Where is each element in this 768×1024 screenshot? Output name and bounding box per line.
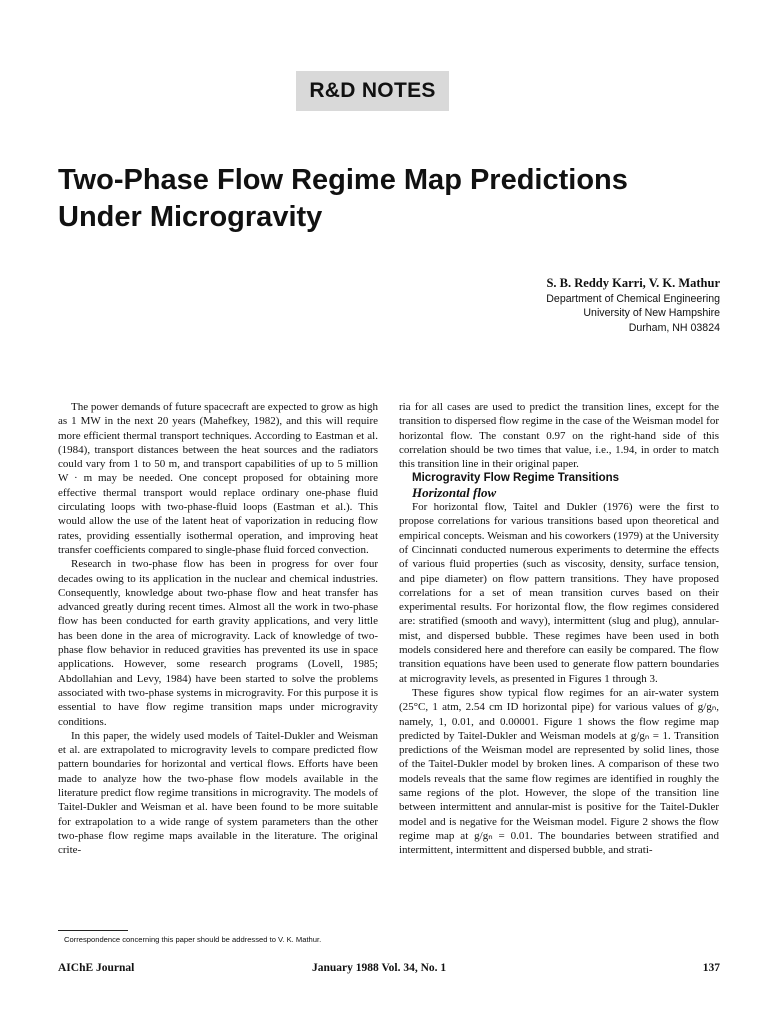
title-line-1: Two-Phase Flow Regime Map Predictions xyxy=(58,164,628,196)
footnote: Correspondence concerning this paper should be addressed to V. K. Mathur. xyxy=(64,935,322,944)
left-paragraph-2: Research in two-phase flow has been in progress for over four decades owing to its application in the nuclear and chemical industries. Consequently, knowledge about two-phase flow and heat transfer has advanced greatly during recent times. Almost all the work in two-phase flow has been conducted for earth gravity applications, and very little has been done in the area of microgravity. Lack of knowledge of two-phase flow behavior in reduced gravities has prevented its use in space applications. However, some research programs (Lovell, 1985; Abdollahian and Levy, 1984) have been started to solve the problems associated with two-phase systems in microgravity. For this purpose it is essential to have flow regime transition maps under microgravity conditions. xyxy=(58,558,378,728)
paper-title xyxy=(58,162,718,236)
subsection-heading: Horizontal flow xyxy=(412,484,497,500)
affiliation-department: Department of Chemical Engineering xyxy=(546,293,720,305)
footer-journal: AIChE Journal xyxy=(58,962,135,974)
left-column xyxy=(58,400,378,858)
left-paragraph-3: In this paper, the widely used models of Taitel-Dukler and Weisman et al. are extrapolated to microgravity levels to compare predicted flow pattern boundaries for horizontal and vertical flows. Efforts have been made to analyze how the two-phase flow models available in the literature predict flow regime transitions in microgravity. The models of Taitel-Dukler and Weisman et al. have been found to be more suitable for extrapolation to a wide range of system parameters than the other two-phase flow regime maps available in the literature. The original crite- xyxy=(58,729,378,857)
affiliation-city: Durham, NH 03824 xyxy=(628,321,720,334)
footnote-rule xyxy=(58,930,128,931)
right-paragraph-1: ria for all cases are used to predict the transition lines, except for the transition to dispersed flow regime in the case of the Weisman model for horizontal flow. The constant 0.97 on the right-hand side of this correlation should be two times that value, i.e., 1.94, in order to match this transition line in their original paper. xyxy=(399,401,719,471)
right-paragraph-2: For horizontal flow, Taitel and Dukler (1976) were the first to propose correlations for various transitions based upon theoretical and empirical concepts. Weisman and his coworkers (1979) at the University of Cincinnati conducted numerous experiments to determine the effects of various fluid properties (such as viscosity, density, surface tension, and pipe diameter) on flow pattern transitions. They have proposed correlations for a set of mean transition curves based on their experimental results. For horizontal flow, the flow regimes considered are: stratified (smooth and wavy), intermittent (slug and plug), annular-mist, and dispersed bubble. These regimes have been used in both models considered here and therefore can easily be compared. The flow transition equations have been used to generate flow pattern boundaries at microgravity levels, as presented in Figures 1 through 3. xyxy=(399,501,719,685)
right-paragraph-3: These figures show typical flow regimes for an air-water system (25°C, 1 atm, 2.54 cm ID horizontal pipe) for various values of g/gₙ, namely, 1, 0.01, and 0.00001. Figure 1 shows the flow regime map predicted by Taitel-Dukler and Weisman models at g/gₙ = 1. Transition predictions of the Weisman model are represented by solid lines, those of the Taitel-Dukler model by broken lines. A comparison of these two models reveals that the same flow regimes are identified in roughly the same regions of the plot. However, the slope of the transition line between intermittent and annular-mist is positive for the Taitel-Dukler model and is negative for the Weisman model. Figure 2 shows the flow regime map at g/gₙ = 0.01. The boundaries between stratified and intermittent, intermittent and dispersed bubble, and strati- xyxy=(399,686,719,857)
section-label: R&D NOTES xyxy=(296,71,449,111)
section-heading: Microgravity Flow Regime Transitions xyxy=(412,472,620,485)
right-column xyxy=(399,400,719,858)
footer-page-number: 137 xyxy=(702,962,720,974)
authors: S. B. Reddy Karri, V. K. Mathur xyxy=(546,276,720,290)
footer-issue: January 1988 Vol. 34, No. 1 xyxy=(312,962,447,974)
affiliation xyxy=(546,292,720,335)
title-line-2: Under Microgravity xyxy=(58,201,323,233)
left-paragraph-1: The power demands of future spacecraft are expected to grow as high as 1 MW in the next 20 years (Mahefkey, 1982), and this will require more efficient thermal transport techniques. According to Eastman et al. (1984), transport distances between the heat sources and the radiators could vary from 1 to 50 m, and transport capabilities of up to 5 million W · m may be needed. One concept proposed for obtaining more effective thermal transport would replace ordinary one-phase fluid circulating loops with two-phase-fluid loops (Eastman et al.). This would allow the use of the latent heat of vaporization in reducing flow rates, providing essentially isothermal operation, and improving heat transfer coefficients compared to single-phase fluid forced convection. xyxy=(58,401,378,556)
affiliation-university: University of New Hampshire xyxy=(583,307,720,320)
